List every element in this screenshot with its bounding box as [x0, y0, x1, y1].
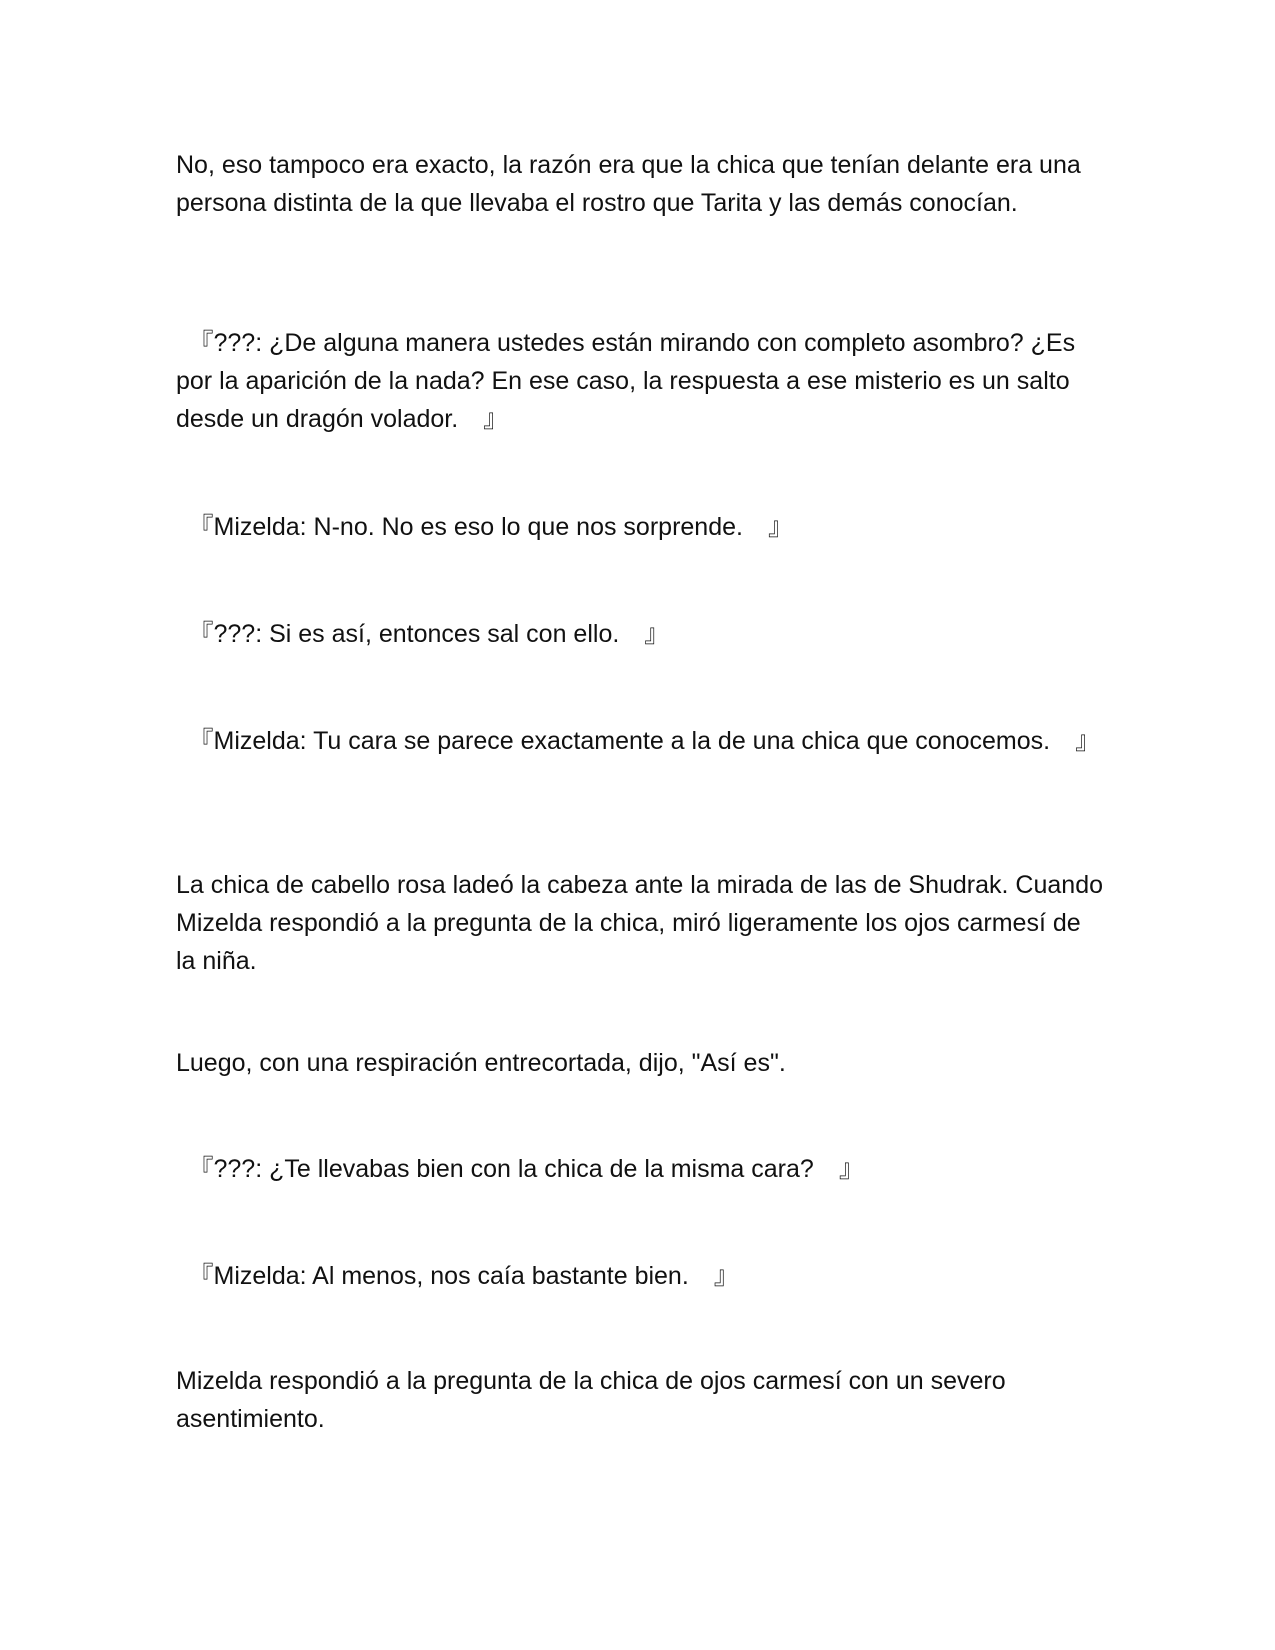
paragraph-dialogue-unknown-3: 『???: ¿Te llevabas bien con la chica de la misma cara? 』	[176, 1155, 864, 1183]
paragraph-narration-3: Luego, con una respiración entrecortada, dijo, "Así es".	[176, 1049, 786, 1077]
paragraph-narration-1: No, eso tampoco era exacto, la razón era que la chica que tenían delante era una persona distinta de la que llevaba el rostro que Tarita y las demás conocían.	[176, 151, 1081, 217]
paragraph-dialogue-unknown-1: 『???: ¿De alguna manera ustedes están mirando con completo asombro? ¿Es por la aparición de la nada? En ese caso, la respuesta a ese misterio es un salto desde un dragón volador. 』	[176, 329, 1076, 433]
paragraph-dialogue-mizelda-2: 『Mizelda: Tu cara se parece exactamente a la de una chica que conocemos. 』	[176, 727, 1101, 755]
paragraph-dialogue-mizelda-1: 『Mizelda: N-no. No es eso lo que nos sorprende. 』	[176, 513, 793, 541]
paragraph-narration-4: Mizelda respondió a la pregunta de la chica de ojos carmesí con un severo asentimiento.	[176, 1367, 1006, 1433]
paragraph-narration-2: La chica de cabello rosa ladeó la cabeza ante la mirada de las de Shudrak. Cuando Mizelda respondió a la pregunta de la chica, miró ligeramente los ojos carmesí de la niña.	[176, 871, 1104, 975]
paragraph-dialogue-mizelda-3: 『Mizelda: Al menos, nos caía bastante bien. 』	[176, 1262, 739, 1290]
paragraph-dialogue-unknown-2: 『???: Si es así, entonces sal con ello. 』	[176, 620, 670, 648]
